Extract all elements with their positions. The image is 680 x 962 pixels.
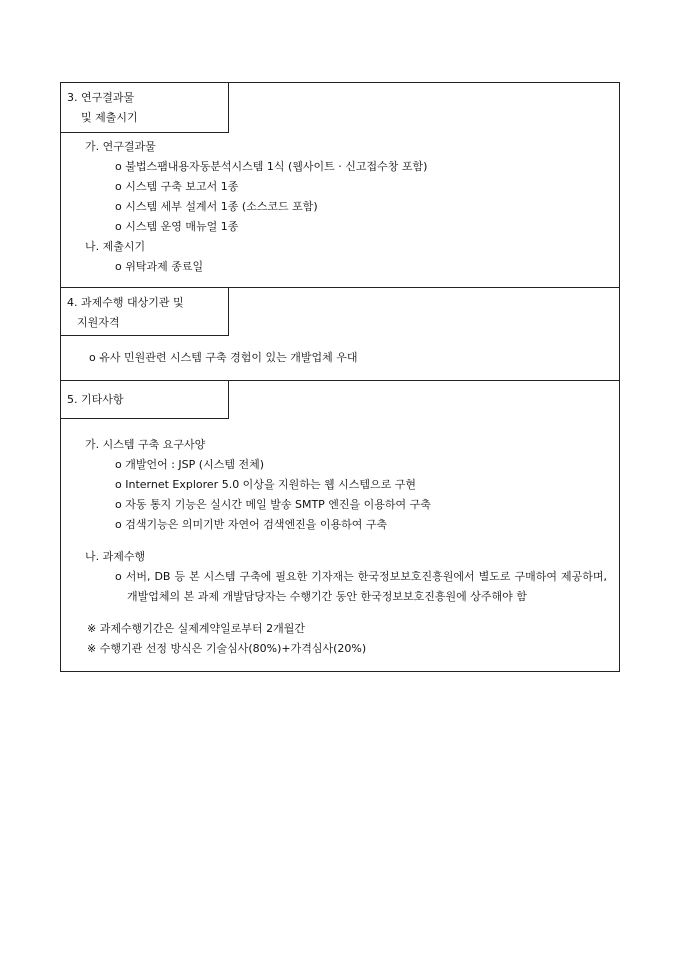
list-item: o 시스템 세부 설계서 1종 (소스코드 포함) xyxy=(115,200,318,213)
list-item: o 시스템 운영 매뉴얼 1종 xyxy=(115,220,239,233)
note-item: ※ 과제수행기간은 실제계약일로부터 2개월간 xyxy=(87,622,305,635)
list-item: o 시스템 구축 보고서 1종 xyxy=(115,180,239,193)
section-title-cont: 지원자격 xyxy=(77,316,120,329)
section-title: 4. 과제수행 대상기관 및 xyxy=(67,296,184,309)
section-title: 5. 기타사항 xyxy=(67,393,124,406)
section-title-cont: 및 제출시기 xyxy=(81,111,138,124)
list-item: o 서버, DB 등 본 시스템 구축에 필요한 기자재는 한국정보보호진흥원에서 별도로 구매하여 제공하며, 개발업체의 본 과제 개발담당자는 수행기간 동안 한국정보보호진흥원에 상주해야 함 xyxy=(115,570,607,603)
subsection-title: 가. 연구결과물 xyxy=(85,140,156,153)
list-item: o 자동 통지 기능은 실시간 메일 발송 SMTP 엔진을 이용하여 구축 xyxy=(115,498,431,511)
subsection-title: 가. 시스템 구축 요구사양 xyxy=(85,438,206,451)
document-table xyxy=(60,82,620,672)
subsection-title: 나. 제출시기 xyxy=(85,240,146,253)
subsection-title: 나. 과제수행 xyxy=(85,550,146,563)
section-body xyxy=(61,133,619,283)
section-title: 3. 연구결과물 xyxy=(67,91,135,104)
section-header xyxy=(61,381,229,419)
section-body xyxy=(61,336,619,380)
list-item: o 개발언어 : JSP (시스템 전체) xyxy=(115,458,264,471)
list-item: o 유사 민원관련 시스템 구축 경험이 있는 개발업체 우대 xyxy=(89,351,358,364)
note-item: ※ 수행기관 선정 방식은 기술심사(80%)+가격심사(20%) xyxy=(87,642,367,655)
section-results xyxy=(61,83,619,287)
section-header xyxy=(61,288,229,336)
section-body xyxy=(61,419,619,671)
list-item: o Internet Explorer 5.0 이상을 지원하는 웹 시스템으로 구현 xyxy=(115,478,417,491)
list-item: o 불법스팸내용자동분석시스템 1식 (웹사이트 · 신고접수창 포함) xyxy=(115,160,428,173)
list-item: o 검색기능은 의미기반 자연어 검색엔진을 이용하여 구축 xyxy=(115,518,388,531)
section-other xyxy=(61,380,619,671)
section-header xyxy=(61,83,229,133)
list-item: o 위탁과제 종료일 xyxy=(115,260,204,273)
section-eligibility xyxy=(61,287,619,380)
